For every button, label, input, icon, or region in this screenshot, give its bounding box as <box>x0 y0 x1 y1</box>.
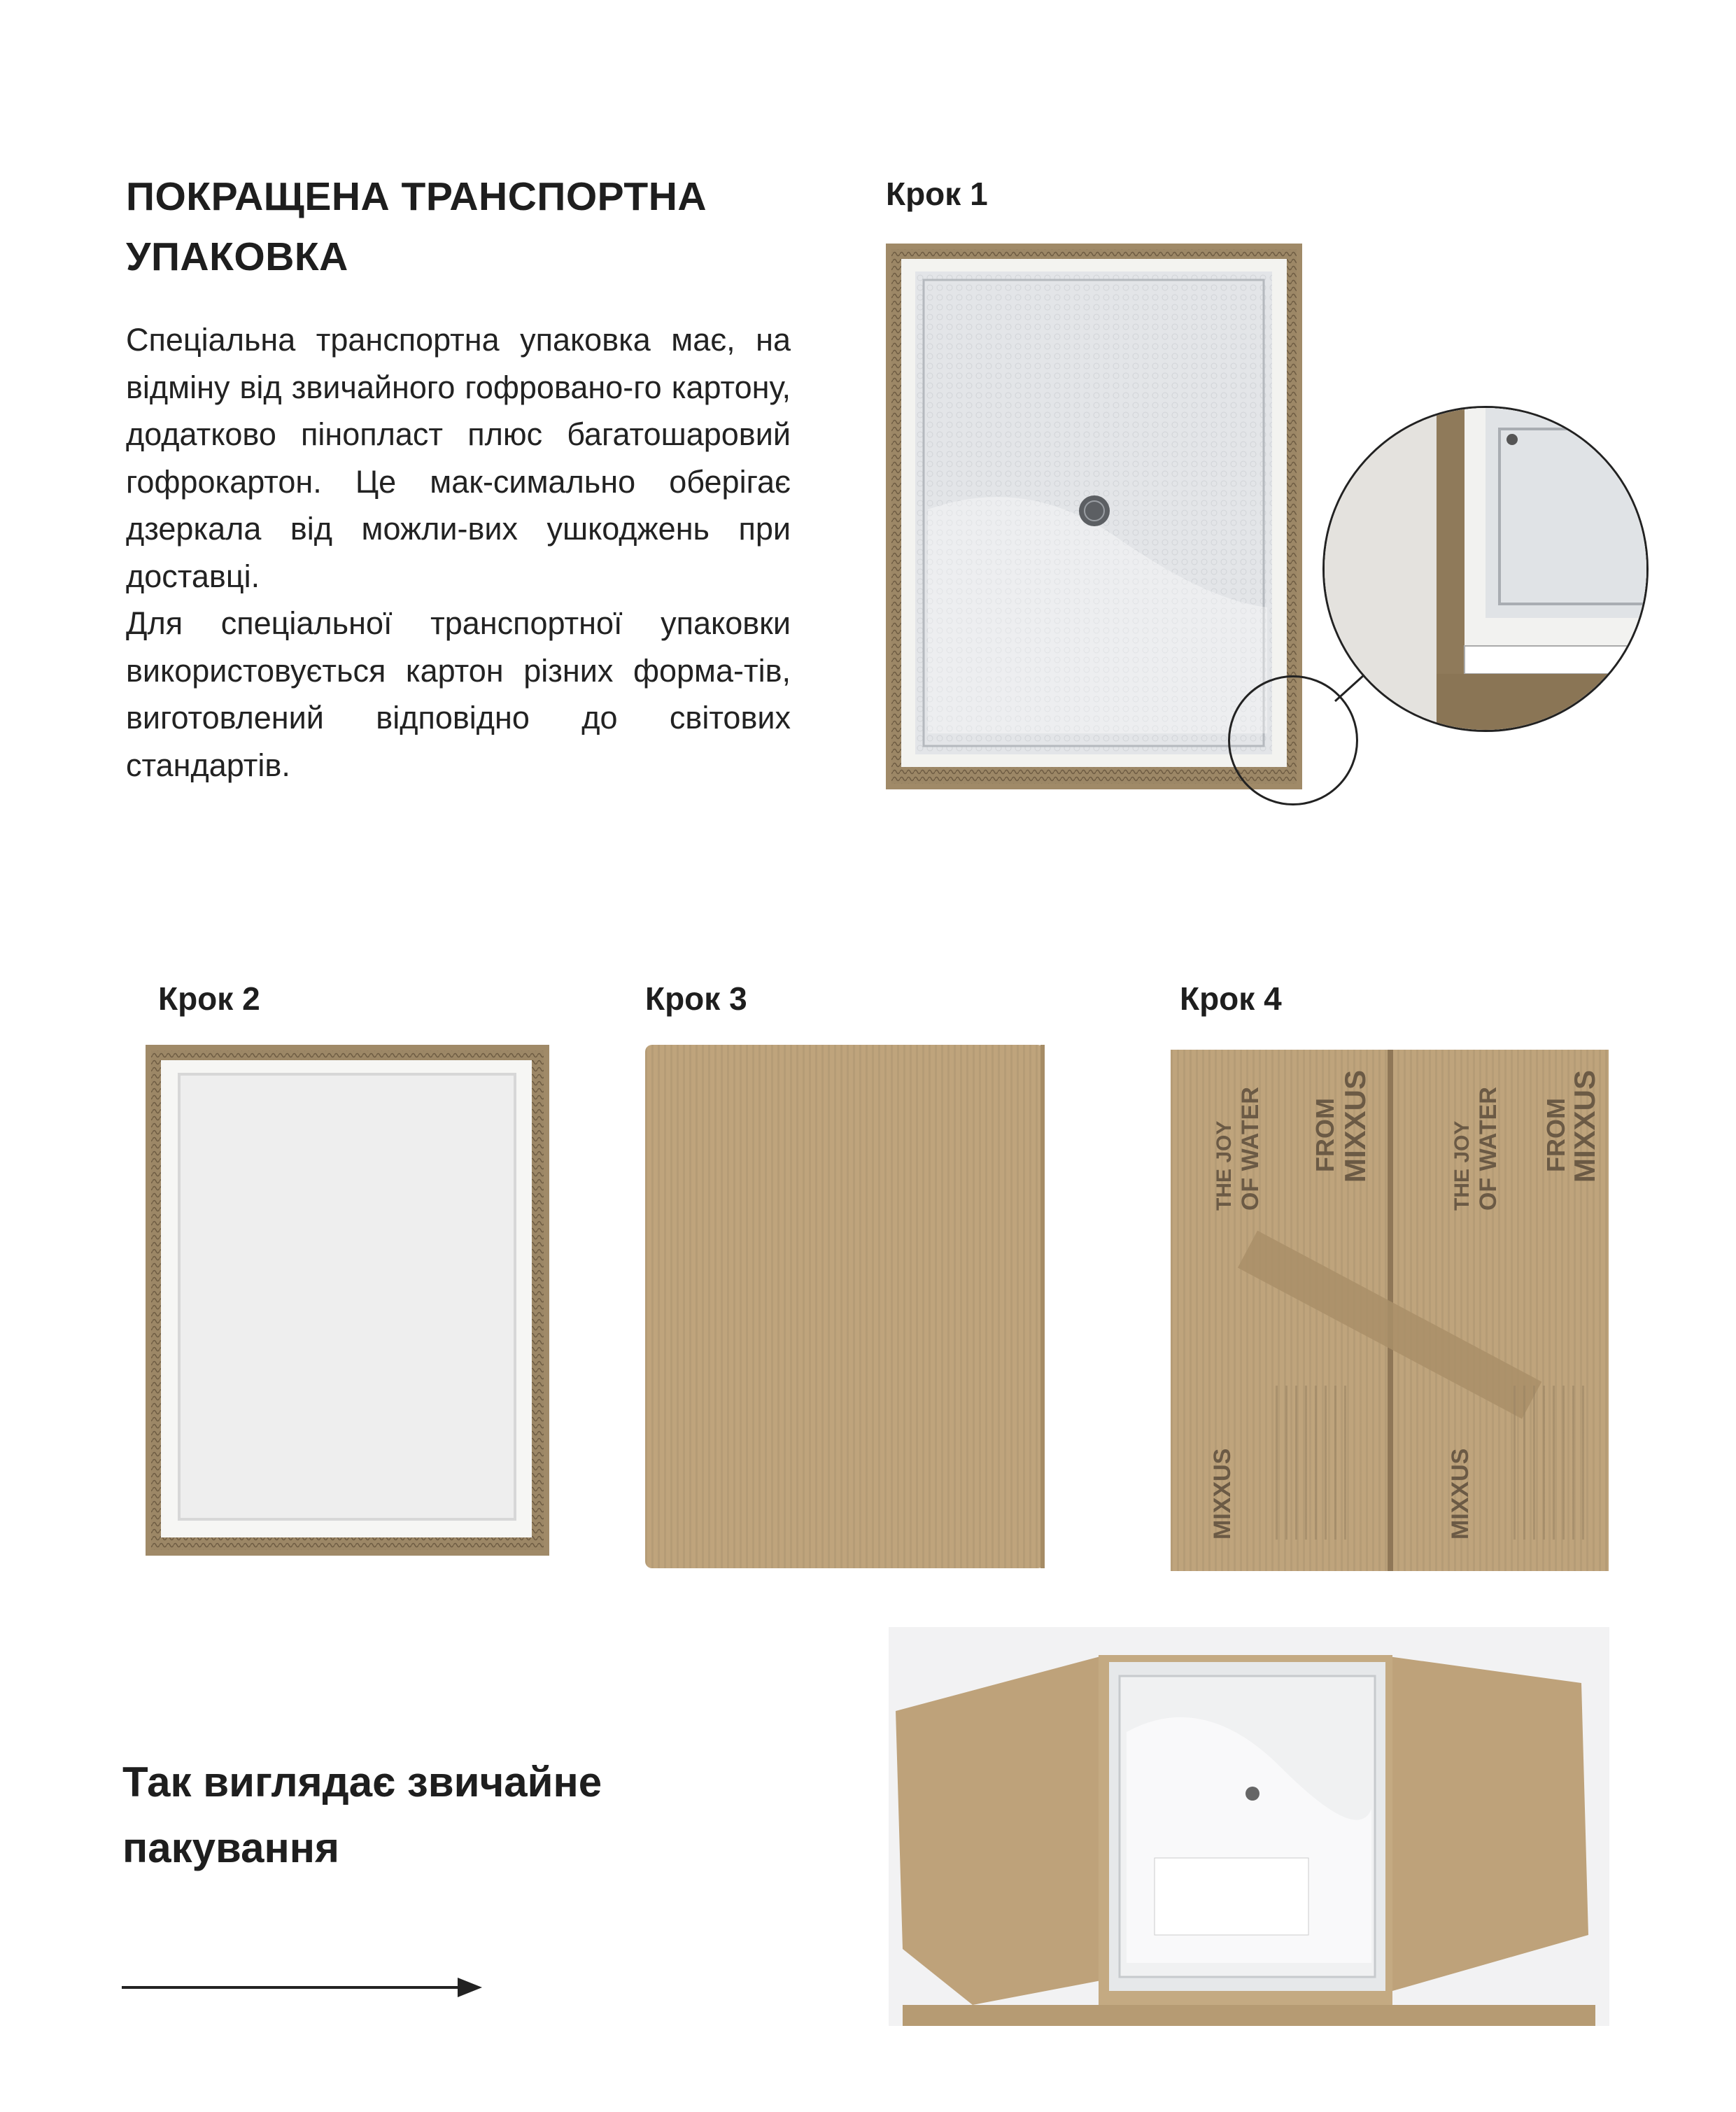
box-fine-print-right <box>1513 1386 1590 1540</box>
step-2-label: Крок 2 <box>158 980 260 1017</box>
usual-packaging-caption <box>122 1750 752 1881</box>
slogan-line1-left: THE JOY <box>1213 1120 1236 1211</box>
usual-packaging-photo <box>889 1627 1609 2026</box>
arrow-right-icon <box>122 1973 486 2001</box>
step-3-closed-box <box>645 1045 1045 1568</box>
foam-covered-mirror-illustration <box>146 1045 549 1556</box>
page-title-line1: ПОКРАЩЕНА ТРАНСПОРТНА <box>126 174 707 219</box>
step-2-photo <box>146 1045 549 1556</box>
slogan-line2-right: OF WATER <box>1475 1087 1502 1211</box>
description-paragraph-2: Для спеціальної транспортної упаковки використовується картон різних форма-тів, виготовлений відповідно до світових стандартів. <box>126 605 791 783</box>
step-4-branded-box <box>1171 1050 1609 1571</box>
step-1-label: Крок 1 <box>886 176 988 212</box>
usual-packaging-line1: Так виглядає звичайне <box>122 1759 602 1805</box>
box-edge-shadow <box>1040 1045 1045 1568</box>
zoom-detail-photo <box>1322 406 1649 732</box>
slogan-line1-right: THE JOY <box>1451 1120 1474 1211</box>
from-line1-right: FROM <box>1541 1098 1570 1172</box>
box-fine-print-left <box>1276 1386 1353 1540</box>
step-4-label: Крок 4 <box>1180 980 1282 1017</box>
from-line1-left: FROM <box>1311 1098 1339 1172</box>
from-line2-right: MIXXUS <box>1568 1069 1601 1183</box>
brand-logo-left: MIXXUS <box>1209 1448 1236 1540</box>
brand-logo-right: MIXXUS <box>1447 1448 1474 1540</box>
usual-packaging-line2: пакування <box>122 1824 339 1871</box>
description <box>126 316 791 789</box>
from-line2-left: MIXXUS <box>1339 1069 1371 1183</box>
page-title-line2: УПАКОВКА <box>126 234 348 279</box>
step-3-label: Крок 3 <box>645 980 747 1017</box>
description-paragraph-1: Спеціальна транспортна упаковка має, на відміну від звичайного гофровано-го картону, додатково пінопласт плюс багатошаровий гофрокартон. Це мак-симально оберігає дзеркала від можли-вих ушкоджень при доставці. <box>126 322 791 594</box>
open-box-usual-packaging-illustration <box>889 1627 1609 2026</box>
page-title <box>126 167 798 287</box>
slogan-line2-left: OF WATER <box>1237 1087 1264 1211</box>
packing-corner-closeup <box>1325 408 1646 730</box>
